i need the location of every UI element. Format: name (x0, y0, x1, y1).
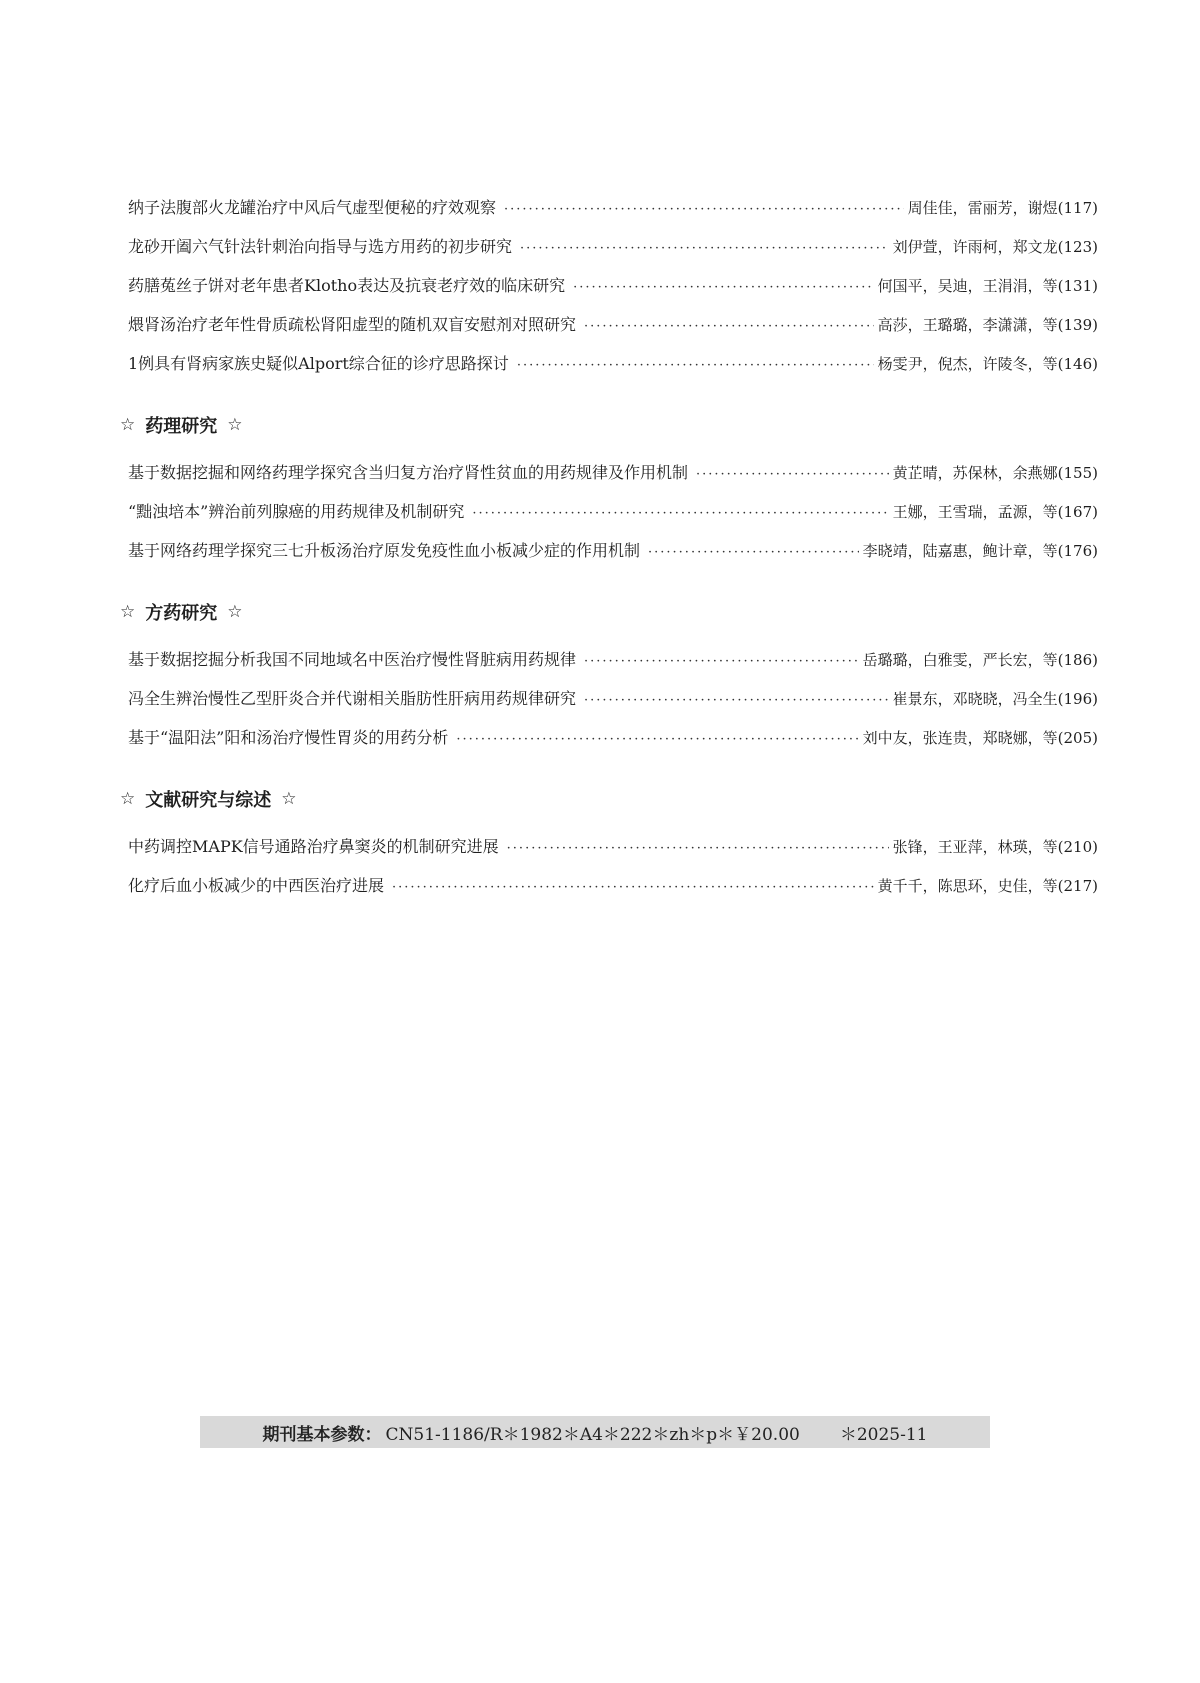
article-title: 纳子法腹部火龙罐治疗中风后气虚型便秘的疗效观察 (128, 198, 497, 217)
toc-entry[interactable] (128, 227, 1098, 266)
dot-leader (456, 720, 858, 759)
page-number: (131) (1057, 277, 1098, 295)
page-number: (186) (1057, 651, 1098, 669)
journal-issue-date: ＊2025-11 (839, 1424, 928, 1445)
toc-entry[interactable] (128, 866, 1098, 905)
page-number: (217) (1057, 877, 1098, 895)
article-title: 1例具有肾病家族史疑似Alport综合征的诊疗思路探讨 (128, 354, 509, 373)
dot-leader (392, 868, 874, 907)
journal-parameters-label: 期刊基本参数： (262, 1424, 382, 1445)
section-title: 方药研究 (145, 603, 218, 624)
dot-leader (573, 268, 874, 307)
table-of-contents (120, 188, 1098, 905)
toc-section (120, 405, 1098, 570)
dot-leader (696, 455, 889, 494)
toc-entry[interactable] (128, 305, 1098, 344)
page-number: (196) (1057, 690, 1098, 708)
toc-entry[interactable] (128, 453, 1098, 492)
article-authors: 李晓靖，陆嘉惠，鲍计章，等 (862, 542, 1058, 560)
section-header (114, 779, 1098, 819)
article-authors: 崔景东，邓晓晓，冯全生 (892, 690, 1058, 708)
journal-parameters-bar (200, 1416, 990, 1448)
article-title: “黜浊培本”辨治前列腺癌的用药规律及机制研究 (128, 502, 465, 521)
star-icon: ☆ (120, 415, 136, 435)
article-authors: 黄千千，陈思环，史佳，等 (877, 877, 1058, 895)
page-number: (139) (1057, 316, 1098, 334)
article-title: 基于网络药理学探究三七升板汤治疗原发免疫性血小板减少症的作用机制 (128, 541, 641, 560)
toc-entry[interactable] (128, 718, 1098, 757)
article-title: 龙砂开阖六气针法针刺治向指导与选方用药的初步研究 (128, 237, 513, 256)
toc-section (120, 779, 1098, 905)
article-title: 基于“温阳法”阳和汤治疗慢性胃炎的用药分析 (128, 728, 449, 747)
page-number: (117) (1057, 199, 1098, 217)
article-authors: 张锋，王亚萍，林瑛，等 (892, 838, 1058, 856)
dot-leader (584, 307, 874, 346)
dot-leader (507, 829, 889, 868)
toc-entry[interactable] (128, 344, 1098, 383)
page-number: (176) (1057, 542, 1098, 560)
article-title: 化疗后血小板减少的中西医治疗进展 (128, 876, 385, 895)
toc-entry[interactable] (128, 531, 1098, 570)
article-authors: 王娜，王雪瑞，孟源，等 (892, 503, 1058, 521)
section-title: 文献研究与综述 (145, 790, 272, 811)
dot-leader (517, 346, 874, 385)
star-icon: ☆ (281, 789, 297, 809)
dot-leader (648, 533, 859, 572)
article-authors: 周佳佳，雷丽芳，谢煜 (907, 199, 1058, 217)
article-authors: 黄芷晴，苏保林，余燕娜 (892, 464, 1058, 482)
article-title: 基于数据挖掘和网络药理学探究含当归复方治疗肾性贫血的用药规律及作用机制 (128, 463, 689, 482)
article-authors: 高莎，王璐璐，李潇潇，等 (877, 316, 1058, 334)
article-authors: 杨雯尹，倪杰，许陵冬，等 (877, 355, 1058, 373)
toc-section (128, 188, 1098, 383)
article-title: 煨肾汤治疗老年性骨质疏松肾阳虚型的随机双盲安慰剂对照研究 (128, 315, 577, 334)
dot-leader (520, 229, 889, 268)
star-icon: ☆ (227, 415, 243, 435)
article-title: 冯全生辨治慢性乙型肝炎合并代谢相关脂肪性肝病用药规律研究 (128, 689, 577, 708)
star-icon: ☆ (120, 789, 136, 809)
article-title: 基于数据挖掘分析我国不同地域名中医治疗慢性肾脏病用药规律 (128, 650, 577, 669)
article-title: 中药调控MAPK信号通路治疗鼻窦炎的机制研究进展 (128, 837, 499, 856)
section-title: 药理研究 (145, 416, 218, 437)
dot-leader (584, 642, 859, 681)
page-number: (167) (1057, 503, 1098, 521)
toc-entry[interactable] (128, 827, 1098, 866)
toc-entry[interactable] (128, 266, 1098, 305)
article-authors: 何国平，吴迪，王涓涓，等 (877, 277, 1058, 295)
article-authors: 刘伊萱，许雨柯，郑文龙 (892, 238, 1058, 256)
dot-leader (472, 494, 888, 533)
section-header (114, 405, 1098, 445)
journal-parameters-value: CN51-1186/R＊1982＊A4＊222＊zh＊p＊￥20.00 (385, 1424, 800, 1445)
page-number: (146) (1057, 355, 1098, 373)
star-icon: ☆ (120, 602, 136, 622)
section-header (114, 592, 1098, 632)
toc-section (120, 592, 1098, 757)
toc-entry[interactable] (128, 640, 1098, 679)
article-authors: 刘中友，张连贵，郑晓娜，等 (862, 729, 1058, 747)
dot-leader (504, 190, 904, 229)
star-icon: ☆ (227, 602, 243, 622)
article-authors: 岳璐璐，白雅雯，严长宏，等 (862, 651, 1058, 669)
page-number: (123) (1057, 238, 1098, 256)
article-title: 药膳菟丝子饼对老年患者Klotho表达及抗衰老疗效的临床研究 (128, 276, 566, 295)
page-number: (205) (1057, 729, 1098, 747)
dot-leader (584, 681, 889, 720)
page-number: (155) (1057, 464, 1098, 482)
toc-entry[interactable] (128, 679, 1098, 718)
toc-entry[interactable] (128, 492, 1098, 531)
page-number: (210) (1057, 838, 1098, 856)
toc-entry[interactable] (128, 188, 1098, 227)
